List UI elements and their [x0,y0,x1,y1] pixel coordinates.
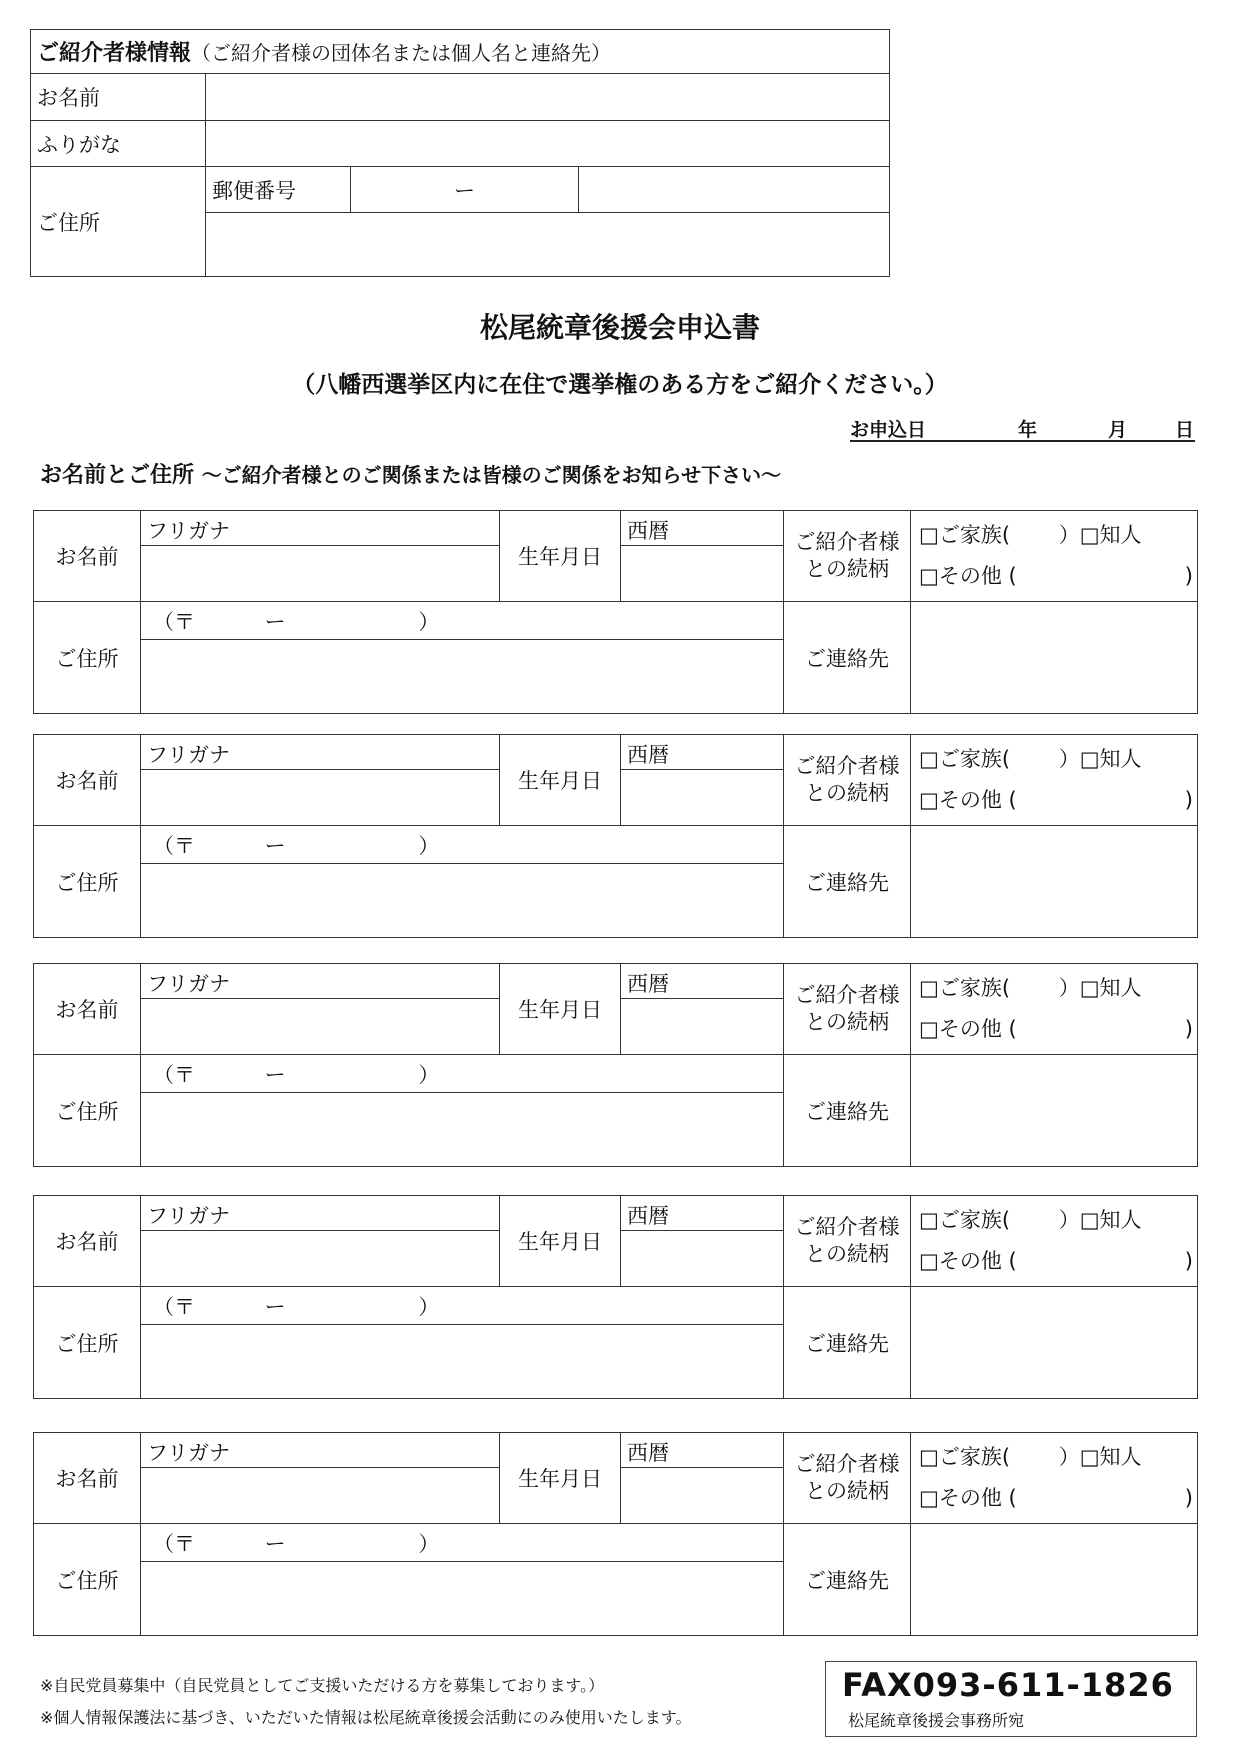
entry-address-field[interactable] [141,1325,784,1399]
entry-relation-options[interactable] [911,964,1198,1055]
entry-block [33,510,1198,714]
entry-zip-field[interactable]: （〒 ー ） [141,1524,784,1562]
entry-birthdate-label: 生年月日 [500,1433,621,1524]
introducer-furigana-field[interactable] [206,121,890,167]
entry-birthdate-field[interactable] [621,770,784,826]
entry-name-label: お名前 [34,735,141,826]
entry-furigana-field[interactable]: フリガナ [141,511,500,546]
entry-birthdate-field[interactable] [621,1231,784,1287]
form-subtitle: （八幡西選挙区内に在住で選挙権のある方をご紹介ください。） [292,372,948,398]
introducer-name-field[interactable] [206,74,890,121]
entry-relation-label [784,964,911,1055]
entry-contact-field[interactable] [911,602,1198,714]
entry-birthdate-field[interactable] [621,1468,784,1524]
entry-name-field[interactable] [141,1468,500,1524]
entry-contact-label: ご連絡先 [784,1055,911,1167]
application-date-day: 日 [1175,419,1195,441]
entry-block [33,734,1198,938]
entry-furigana-field[interactable]: フリガナ [141,735,500,770]
entry-option-family[interactable]: □ご家族( ）□知人 [919,1208,1142,1232]
entry-name-label: お名前 [34,511,141,602]
entry-relation-options[interactable] [911,735,1198,826]
entry-name-label: お名前 [34,1433,141,1524]
entry-contact-label: ご連絡先 [784,826,911,938]
entry-option-other[interactable]: □その他 ( ) [919,564,1193,588]
entry-relation-options[interactable] [911,511,1198,602]
entry-relation-label-line1: ご紹介者様 [794,982,900,1007]
entry-option-other[interactable]: □その他 ( ) [919,1486,1193,1510]
fax-box [825,1661,1197,1737]
entry-contact-field[interactable] [911,826,1198,938]
entry-relation-label [784,1433,911,1524]
entry-address-label: ご住所 [34,826,141,938]
introducer-table [30,29,890,277]
introducer-postal-label: 郵便番号 [206,167,351,213]
entry-relation-label-line2: との続柄 [805,781,889,805]
entry-birthdate-field[interactable] [621,999,784,1055]
entry-birthdate-label: 生年月日 [500,735,621,826]
entry-contact-label: ご連絡先 [784,602,911,714]
entry-name-label: お名前 [34,1196,141,1287]
entry-address-field[interactable] [141,1093,784,1167]
entry-contact-field[interactable] [911,1524,1198,1636]
introducer-postal-extra-field[interactable] [579,167,890,213]
entry-address-field[interactable] [141,640,784,714]
entry-contact-field[interactable] [911,1055,1198,1167]
entry-furigana-field[interactable]: フリガナ [141,1433,500,1468]
entry-contact-label: ご連絡先 [784,1524,911,1636]
entry-zip-field[interactable]: （〒 ー ） [141,602,784,640]
application-date-year: 年 [1018,419,1038,441]
entry-relation-label-line2: との続柄 [805,1479,889,1503]
introducer-heading-title: ご紹介者様情報 [37,41,192,66]
section-heading [40,458,781,489]
entry-name-field[interactable] [141,546,500,602]
footer-notes [40,1670,692,1734]
entry-relation-label [784,735,911,826]
entry-address-label: ご住所 [34,1055,141,1167]
entry-era-field[interactable]: 西暦 [621,735,784,770]
introducer-address-label: ご住所 [31,167,206,277]
entry-furigana-field[interactable]: フリガナ [141,964,500,999]
entry-birthdate-field[interactable] [621,546,784,602]
entry-era-field[interactable]: 西暦 [621,1433,784,1468]
entry-address-field[interactable] [141,864,784,938]
footer-note-membership: ※自民党員募集中（自民党員としてご支援いただける方を募集しております。） [40,1676,605,1695]
fax-recipient: 松尾統章後援会事務所宛 [848,1711,1025,1730]
introducer-heading-note: （ご紹介者様の団体名または個人名と連絡先） [191,41,612,65]
entry-name-field[interactable] [141,770,500,826]
entry-block [33,1195,1198,1399]
entry-zip-field[interactable]: （〒 ー ） [141,1055,784,1093]
entry-contact-field[interactable] [911,1287,1198,1399]
entry-relation-label-line2: との続柄 [805,1010,889,1034]
entry-birthdate-label: 生年月日 [500,511,621,602]
footer-note-privacy: ※個人情報保護法に基づき、いただいた情報は松尾統章後援会活動にのみ使用いたします。 [40,1708,692,1727]
section-heading-note: ～ご紹介者様とのご関係または皆様のご関係をお知らせ下さい～ [201,463,782,487]
entry-block [33,963,1198,1167]
entry-address-field[interactable] [141,1562,784,1636]
introducer-furigana-label: ふりがな [31,121,206,167]
entry-relation-label-line2: との続柄 [805,557,889,581]
application-date-label: お申込日 [850,419,927,441]
entry-era-field[interactable]: 西暦 [621,511,784,546]
introducer-heading [31,30,890,74]
entry-name-field[interactable] [141,999,500,1055]
entry-zip-field[interactable]: （〒 ー ） [141,826,784,864]
entry-relation-label-line1: ご紹介者様 [794,1451,900,1476]
entry-relation-label [784,1196,911,1287]
section-heading-main: お名前とご住所 [40,463,195,488]
entry-address-label: ご住所 [34,602,141,714]
introducer-address-field[interactable] [206,213,890,277]
form-title: 松尾統章後援会申込書 [479,311,760,344]
entry-birthdate-label: 生年月日 [500,1196,621,1287]
entry-name-label: お名前 [34,964,141,1055]
entry-era-field[interactable]: 西暦 [621,964,784,999]
entry-option-family[interactable]: □ご家族( ）□知人 [919,523,1142,547]
entry-relation-options[interactable] [911,1196,1198,1287]
introducer-name-label: お名前 [31,74,206,121]
application-date[interactable] [850,415,1195,442]
entry-zip-field[interactable]: （〒 ー ） [141,1287,784,1325]
entry-relation-label-line1: ご紹介者様 [794,529,900,554]
entry-relation-label-line1: ご紹介者様 [794,1214,900,1239]
entry-option-family[interactable]: □ご家族( ）□知人 [919,1445,1142,1469]
entry-relation-label [784,511,911,602]
fax-number: FAX093-611-1826 [842,1666,1174,1704]
entry-relation-options[interactable] [911,1433,1198,1524]
application-date-month: 月 [1108,419,1128,441]
entry-option-other[interactable]: □その他 ( ) [919,788,1193,812]
entry-name-field[interactable] [141,1231,500,1287]
entry-option-other[interactable]: □その他 ( ) [919,1249,1193,1273]
entry-era-field[interactable]: 西暦 [621,1196,784,1231]
entry-birthdate-label: 生年月日 [500,964,621,1055]
entry-relation-label-line1: ご紹介者様 [794,753,900,778]
entry-contact-label: ご連絡先 [784,1287,911,1399]
introducer-postal-field[interactable]: ー [351,167,579,213]
entry-address-label: ご住所 [34,1287,141,1399]
entry-furigana-field[interactable]: フリガナ [141,1196,500,1231]
entry-relation-label-line2: との続柄 [805,1242,889,1266]
entry-option-family[interactable]: □ご家族( ）□知人 [919,976,1142,1000]
entry-option-family[interactable]: □ご家族( ）□知人 [919,747,1142,771]
entry-option-other[interactable]: □その他 ( ) [919,1017,1193,1041]
entry-block [33,1432,1198,1636]
entry-address-label: ご住所 [34,1524,141,1636]
